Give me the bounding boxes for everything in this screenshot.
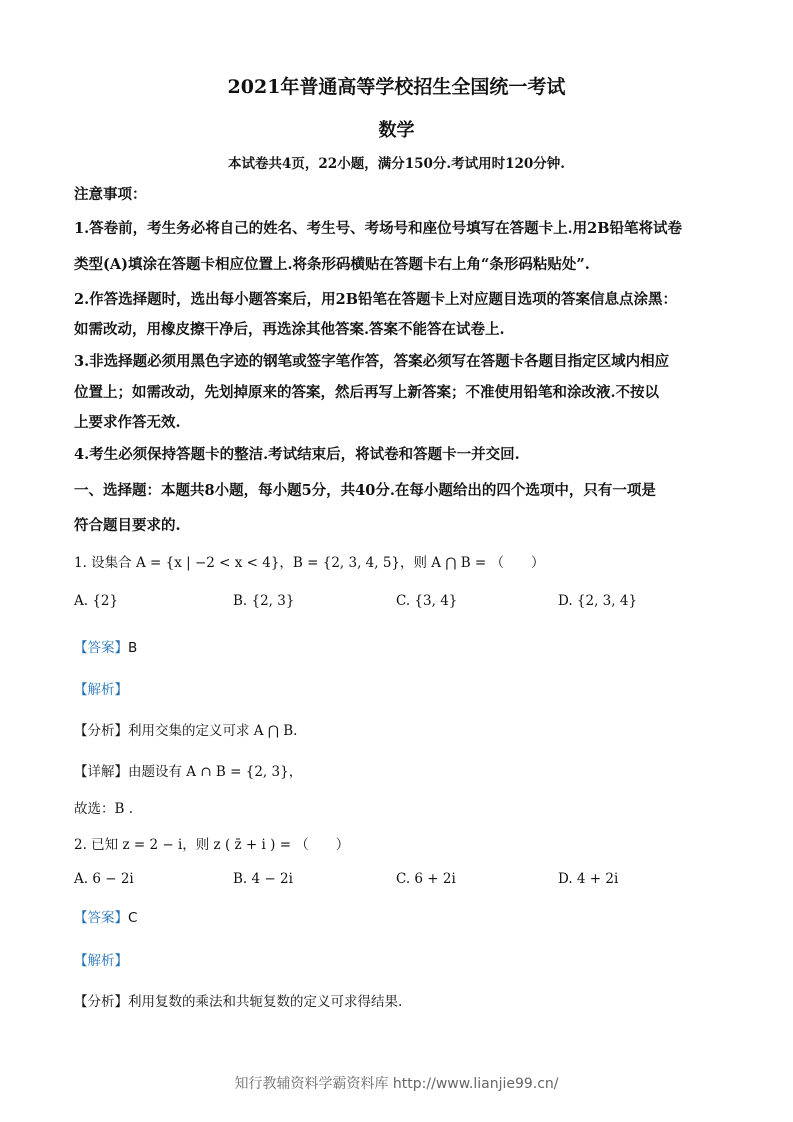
question-1-fenxi <box>74 719 297 739</box>
question-1-answer <box>74 636 137 656</box>
question-1-stem: 1. 设集合 A = {x | −2 < x < 4}，B = {2, 3, 4, 5}，则 A ⋂ B = （ ） <box>74 555 545 571</box>
question-1-xiangjie <box>74 760 302 780</box>
notice-line: 4.考生必须保持答题卡的整洁.考试结束后，将试卷和答题卡一并交回. <box>74 446 520 463</box>
notice-line: 位置上；如需改动，先划掉原来的答案，然后再写上新答案；不准使用铅笔和涂改液.不按以 <box>74 384 660 401</box>
section-heading: 一、选择题：本题共8小题，每小题5分，共40分.在每小题给出的四个选项中，只有一项是 <box>74 482 656 499</box>
notice-line: 2.作答选择题时，选出每小题答案后，用2B铅笔在答题卡上对应题目选项的答案信息点涂黑： <box>74 291 677 308</box>
question-2-option-d: D. 4 + 2i <box>558 871 619 887</box>
question-1-option-b: B. {2, 3} <box>233 593 295 609</box>
analysis-tag: 【解析】 <box>74 953 128 969</box>
question-1-option-c: C. {3, 4} <box>396 593 458 609</box>
answer-value: C <box>128 910 138 926</box>
notice-line: 1.答卷前，考生务必将自己的姓名、考生号、考场号和座位号填写在答题卡上.用2B铅笔将试卷 <box>74 220 683 237</box>
question-2-analysis-tag <box>74 949 128 969</box>
question-1-analysis-tag <box>74 678 128 698</box>
exam-subject: 数学 <box>378 120 415 141</box>
question-2-answer <box>74 906 137 926</box>
question-1-option-d: D. {2, 3, 4} <box>558 593 638 609</box>
answer-tag: 【答案】 <box>74 910 128 926</box>
notice-line: 如需改动，用橡皮擦干净后，再选涂其他答案.答案不能答在试卷上. <box>74 321 505 338</box>
question-2-stem: 2. 已知 z = 2 − i，则 z ( z̄ + i ) = （ ） <box>74 837 350 853</box>
question-2-option-c: C. 6 + 2i <box>396 871 456 887</box>
fenxi-text: 利用交集的定义可求 A ⋂ B. <box>128 723 298 739</box>
fenxi-tag: 【分析】 <box>74 994 128 1010</box>
notice-line: 3.非选择题必须用黑色字迹的钢笔或签字笔作答，答案必须写在答题卡各题目指定区域内相应 <box>74 353 670 370</box>
answer-tag: 【答案】 <box>74 640 128 656</box>
question-2-option-b: B. 4 − 2i <box>233 871 293 887</box>
notice-line: 类型(A)填涂在答题卡相应位置上.将条形码横贴在答题卡右上角“条形码粘贴处”. <box>74 256 590 273</box>
analysis-tag: 【解析】 <box>74 682 128 698</box>
question-2-option-a: A. 6 − 2i <box>74 871 134 887</box>
footer-watermark: 知行教辅资料学霸资料库 http://www.lianjie99.cn/ <box>234 1076 559 1092</box>
answer-value: B <box>128 640 138 656</box>
notice-line: 上要求作答无效. <box>74 414 181 431</box>
question-1-conclusion: 故选：B . <box>74 801 134 817</box>
question-2-fenxi <box>74 990 402 1010</box>
exam-intro: 本试卷共4页，22小题，满分150分.考试用时120分钟. <box>228 156 565 172</box>
xiangjie-text: 由题设有 A ∩ B = {2, 3}， <box>128 764 303 780</box>
exam-title: 2021年普通高等学校招生全国统一考试 <box>227 76 566 98</box>
question-1-option-a: A. {2} <box>74 593 119 609</box>
fenxi-text: 利用复数的乘法和共轭复数的定义可求得结果. <box>128 994 403 1010</box>
xiangjie-tag: 【详解】 <box>74 764 128 780</box>
fenxi-tag: 【分析】 <box>74 723 128 739</box>
notice-heading: 注意事项： <box>74 186 147 203</box>
section-heading-cont: 符合题目要求的. <box>74 517 181 534</box>
